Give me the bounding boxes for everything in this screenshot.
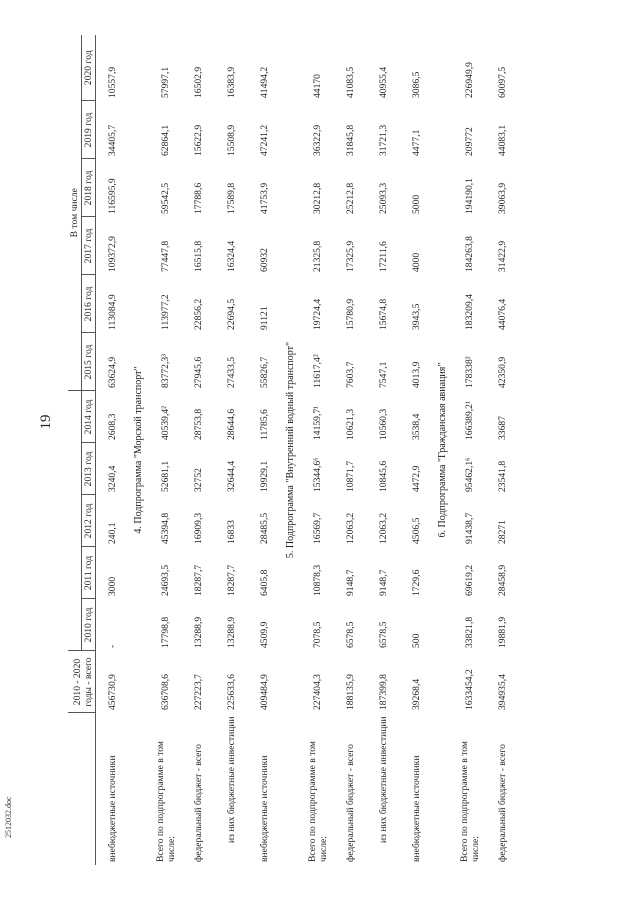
value-cell: 41753,9 [259, 182, 271, 214]
value-cell: 116595,9 [107, 178, 119, 214]
value-cell: 16833 [226, 520, 238, 544]
value-cell: 21325,8 [312, 240, 324, 272]
value-cell: 500 [411, 633, 423, 648]
value-cell: 41494,2 [259, 66, 271, 98]
table-row [400, 35, 433, 865]
value-cell: 19881,9 [497, 616, 509, 648]
value-cell: 57997,1 [160, 66, 172, 98]
row-label: Всего по подпрограмме в том числе: [306, 741, 329, 862]
value-cell: 225633,6 [226, 674, 238, 710]
value-cell: 28271 [497, 520, 509, 544]
value-cell: 184263,8 [464, 236, 476, 272]
value-cell: 27433,5 [226, 356, 238, 388]
subprogram-title: 6. Подпрограмма "Гражданская авиация" [437, 362, 449, 538]
value-cell: 47241,2 [259, 124, 271, 156]
value-cell: 60932 [259, 248, 271, 272]
value-cell: 19724,4 [312, 298, 324, 330]
subprogram-title: 4. Подпрограмма "Морской транспорт" [133, 366, 145, 534]
value-cell: 32752 [193, 468, 205, 492]
value-cell: 95462,1⁶ [464, 457, 476, 492]
value-cell: 22856,2 [193, 298, 205, 330]
value-cell: 187399,8 [378, 674, 390, 710]
value-cell: 113977,2 [160, 294, 172, 330]
page-number: 19 [38, 414, 54, 430]
value-cell: 209772 [464, 127, 476, 156]
value-cell: 77447,8 [160, 240, 172, 272]
value-cell: 28753,8 [193, 408, 205, 440]
value-cell: 44083,1 [497, 124, 509, 156]
subprogram-section-row [129, 35, 149, 865]
value-cell: 25093,3 [378, 182, 390, 214]
footer-document-code: 2512032.doc [4, 796, 13, 838]
value-cell: 113084,9 [107, 294, 119, 330]
value-cell: 109372,9 [107, 236, 119, 272]
row-label: федеральный бюджет - всего [193, 744, 205, 862]
value-cell: 33821,8 [464, 616, 476, 648]
value-cell: 18287,7 [226, 564, 238, 596]
value-cell: 44170 [312, 74, 324, 98]
value-cell: 44076,4 [497, 298, 509, 330]
value-cell: 15508,9 [226, 124, 238, 156]
value-cell: 18287,7 [193, 564, 205, 596]
value-cell: 17788,6 [193, 182, 205, 214]
value-cell: 91121 [259, 306, 271, 330]
total-period-header: 2010 - 2020 годы - всего [68, 651, 96, 713]
value-cell: 2608,3 [107, 413, 119, 440]
value-cell: 9148,7 [378, 569, 390, 596]
value-cell: 45394,8 [160, 512, 172, 544]
value-cell: 24693,5 [160, 564, 172, 596]
value-cell: 39063,9 [497, 182, 509, 214]
value-cell: 11785,6 [259, 409, 271, 440]
value-cell: 16502,9 [193, 66, 205, 98]
value-cell: 16909,3 [193, 512, 205, 544]
value-cell: 9148,7 [345, 569, 357, 596]
value-cell: 6578,5 [378, 621, 390, 648]
value-cell: - [107, 644, 119, 648]
value-cell: 60097,5 [497, 66, 509, 98]
value-cell: 28458,9 [497, 564, 509, 596]
value-cell: 40955,4 [378, 66, 390, 98]
value-cell: 17325,9 [345, 240, 357, 272]
value-cell: 188135,9 [345, 674, 357, 710]
table-row [486, 35, 519, 865]
value-cell: 4477,1 [411, 129, 423, 156]
value-cell: 4472,9 [411, 465, 423, 492]
value-cell: 63624,9 [107, 356, 119, 388]
value-cell: 69619,2 [464, 564, 476, 596]
value-cell: 4013,9 [411, 361, 423, 388]
year-header-cell: 2010 год [82, 599, 96, 651]
value-cell: 40539,4² [160, 405, 172, 440]
value-cell: 28644,6 [226, 408, 238, 440]
value-cell: 15780,9 [345, 298, 357, 330]
value-cell: 194190,1 [464, 178, 476, 214]
value-cell: 1729,6 [411, 569, 423, 596]
year-header-cell: 2016 год [82, 275, 96, 333]
value-cell: 28485,5 [259, 512, 271, 544]
row-label: из них бюджетные инвестиции [378, 716, 390, 843]
value-cell: 227223,7 [193, 674, 205, 710]
value-cell: 636708,6 [160, 674, 172, 710]
value-cell: 183209,4 [464, 294, 476, 330]
subprogram-section-row [281, 35, 301, 865]
value-cell: 178338² [464, 356, 476, 388]
value-cell: 23541,8 [497, 460, 509, 492]
value-cell: 15674,8 [378, 298, 390, 330]
value-cell: 59542,5 [160, 182, 172, 214]
value-cell: 3943,5 [411, 303, 423, 330]
year-header-cell: 2020 год [82, 35, 96, 101]
value-cell: 62864,1 [160, 124, 172, 156]
value-cell: 17589,8 [226, 182, 238, 214]
table-row [149, 35, 182, 865]
value-cell: 6405,8 [259, 569, 271, 596]
table-body [96, 35, 520, 865]
value-cell: 7547,1 [378, 361, 390, 388]
value-cell: 41083,5 [345, 66, 357, 98]
budget-table [68, 35, 519, 865]
rotated-page-content [68, 35, 608, 865]
value-cell: 22694,5 [226, 298, 238, 330]
subprogram-section-row [433, 35, 453, 865]
value-cell: 3000 [107, 576, 119, 596]
value-cell: 32644,4 [226, 460, 238, 492]
in-including-header: В том числе [68, 35, 82, 391]
value-cell: 27945,6 [193, 356, 205, 388]
value-cell: 16515,8 [193, 240, 205, 272]
label-header-cell [68, 713, 96, 865]
row-label: из них бюджетные инвестиции [226, 716, 238, 843]
table-row [301, 35, 334, 865]
value-cell: 31845,8 [345, 124, 357, 156]
value-cell: 14159,7¹ [312, 405, 324, 440]
value-cell: 4000 [411, 252, 423, 272]
table-row [96, 35, 130, 865]
value-cell: 16324,4 [226, 240, 238, 272]
value-cell: 83772,3³ [160, 353, 172, 388]
value-cell: 4506,5 [411, 517, 423, 544]
value-cell: 166389,2¹ [464, 401, 476, 440]
value-cell: 30212,8 [312, 182, 324, 214]
value-cell: 7078,5 [312, 621, 324, 648]
value-cell: 240,1 [107, 522, 119, 544]
value-cell: 1633454,2 [464, 669, 476, 710]
value-cell: 3240,4 [107, 465, 119, 492]
value-cell: 52681,1 [160, 460, 172, 492]
row-label: Всего по подпрограмме в том числе: [154, 741, 177, 862]
row-label: федеральный бюджет - всего [497, 744, 509, 862]
value-cell: 227404,3 [312, 674, 324, 710]
value-cell: 10871,7 [345, 460, 357, 492]
value-cell: 10621,3 [345, 408, 357, 440]
value-cell: 10845,6 [378, 460, 390, 492]
value-cell: 13288,9 [193, 616, 205, 648]
value-cell: 11617,4² [312, 354, 324, 388]
value-cell: 15622,9 [193, 124, 205, 156]
value-cell: 31422,9 [497, 240, 509, 272]
value-cell: 3538,4 [411, 413, 423, 440]
row-label: Всего по подпрограмме в том числе: [458, 741, 481, 862]
value-cell: 13288,9 [226, 616, 238, 648]
value-cell: 394935,4 [497, 674, 509, 710]
year-header-cell: 2012 год [82, 495, 96, 547]
row-label: внебюджетные источники [107, 755, 119, 862]
year-header-cell: 2015 год [82, 333, 96, 391]
subprogram-title: 5. Подпрограмма "Внутренний водный транспорт" [285, 341, 297, 559]
table-row [182, 35, 215, 865]
value-cell: 12063,2 [378, 512, 390, 544]
row-label: внебюджетные источники [259, 755, 271, 862]
table-row [334, 35, 367, 865]
table-row [453, 35, 486, 865]
value-cell: 456730,9 [107, 674, 119, 710]
value-cell: 36322,9 [312, 124, 324, 156]
value-cell: 15344,6⁶ [312, 457, 324, 492]
value-cell: 55826,7 [259, 356, 271, 388]
table-row [248, 35, 281, 865]
value-cell: 31721,3 [378, 124, 390, 156]
value-cell: 19929,1 [259, 460, 271, 492]
value-cell: 10557,9 [107, 66, 119, 98]
table-row [367, 35, 400, 865]
table-row [215, 35, 248, 865]
value-cell: 4509,9 [259, 621, 271, 648]
year-header-cell: 2014 год [82, 391, 96, 443]
value-cell: 12063,2 [345, 512, 357, 544]
year-group-spacer [68, 391, 82, 651]
value-cell: 5000 [411, 194, 423, 214]
value-cell: 16383,9 [226, 66, 238, 98]
value-cell: 34405,7 [107, 124, 119, 156]
value-cell: 91438,7 [464, 512, 476, 544]
year-header-cell: 2013 год [82, 443, 96, 495]
value-cell: 3086,5 [411, 71, 423, 98]
value-cell: 25212,8 [345, 182, 357, 214]
value-cell: 16569,7 [312, 512, 324, 544]
year-header-cell: 2011 год [82, 547, 96, 599]
value-cell: 33687 [497, 416, 509, 440]
value-cell: 7603,7 [345, 361, 357, 388]
value-cell: 6578,5 [345, 621, 357, 648]
value-cell: 409484,9 [259, 674, 271, 710]
value-cell: 39268,4 [411, 678, 423, 710]
value-cell: 42350,9 [497, 356, 509, 388]
value-cell: 17798,8 [160, 616, 172, 648]
row-label: внебюджетные источники [411, 755, 423, 862]
value-cell: 10878,3 [312, 564, 324, 596]
year-header-cell: 2019 год [82, 101, 96, 159]
header-row-top [68, 35, 82, 865]
year-header-cell: 2017 год [82, 217, 96, 275]
year-header-cell: 2018 год [82, 159, 96, 217]
value-cell: 17211,6 [378, 241, 390, 272]
row-label: федеральный бюджет - всего [345, 744, 357, 862]
value-cell: 10560,3 [378, 408, 390, 440]
value-cell: 226949,9 [464, 62, 476, 98]
